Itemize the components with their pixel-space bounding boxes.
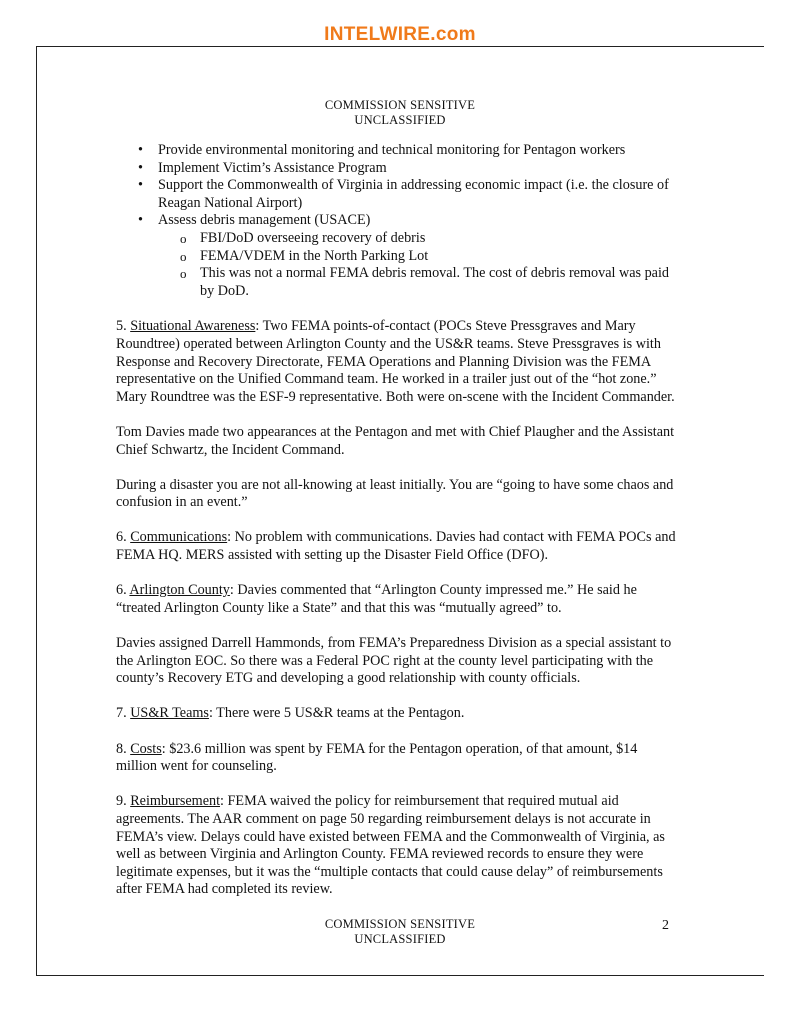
- paragraph: Davies assigned Darrell Hammonds, from FEMA’s Preparedness Division as a special assistant to the Arlington EOC. So there was a Federal POC right at the county level participating with the county’s Recovery ETG and developing a good relationship with county officials.: [116, 635, 672, 687]
- paragraph-costs: 8. Costs: $23.6 million was spent by FEMA for the Pentagon operation, of that amount, $14 million went for counseling.: [116, 740, 638, 775]
- footer-line-1: COMMISSION SENSITIVE: [324, 917, 476, 931]
- list-item: • Implement Victim’s Assistance Program: [116, 160, 676, 178]
- sub-list-item: o This was not a normal FEMA debris removal. The cost of debris removal was paid by DoD.: [158, 265, 676, 300]
- list-item: • Provide environmental monitoring and technical monitoring for Pentagon workers: [116, 142, 676, 160]
- paragraph-situational-awareness: 5. Situational Awareness: Two FEMA points-of-contact (POCs Steve Pressgraves and Mary Roundtree) operated between Arlington County and the US&R teams. Steve Pressgraves is with Response and Recovery Directorate, FEMA Operations and Planning Division was the FEMA representative on the Unified Command team. He worked in a trailer just out of the “hot zone.” Mary Roundtree was the ESF-9 representative. Both were on-scene with the Incident Commander.: [116, 318, 675, 405]
- intelwire-watermark: INTELWIRE.com: [324, 24, 476, 45]
- page-number: 2: [662, 918, 669, 933]
- classification-header: [0, 98, 800, 128]
- document-body: [116, 142, 676, 917]
- bullet-list: [116, 142, 676, 300]
- header-line-2: UNCLASSIFIED: [354, 113, 446, 127]
- section-heading: Costs: [130, 740, 162, 757]
- page-border-bottom: [36, 975, 764, 976]
- paragraph: During a disaster you are not all-knowing at least initially. You are “going to have some chaos and confusion in an event.”: [116, 476, 674, 511]
- page-border-left: [36, 46, 37, 975]
- paragraph-reimbursement: 9. Reimbursement: FEMA waived the policy for reimbursement that required mutual aid agreements. The AAR comment on page 50 regarding reimbursement delays is not accurate in FEMA’s view. Delays could have existed between FEMA and the Commonwealth of Virginia, as well as between Virginia and Arlington County. FEMA reviewed records to ensure they were legitimate expenses, but it was the “multiple contacts that could cause delay” of reimbursements after FEMA had completed its review.: [116, 793, 665, 898]
- paragraph-communications: 6. Communications: No problem with communications. Davies had contact with FEMA POCs and FEMA HQ. MERS assisted with setting up the Disaster Field Office (DFO).: [116, 529, 676, 564]
- header-line-1: COMMISSION SENSITIVE: [324, 98, 476, 112]
- sub-bullet-list: [158, 230, 676, 300]
- sub-list-item: o FBI/DoD overseeing recovery of debris: [158, 230, 676, 248]
- section-heading: US&R Teams: [130, 705, 209, 722]
- list-item: • Support the Commonwealth of Virginia in addressing economic impact (i.e. the closure of Reagan National Airport): [116, 177, 676, 212]
- section-heading: Arlington County: [129, 582, 230, 599]
- section-heading: Situational Awareness: [130, 318, 256, 335]
- classification-footer: [0, 917, 800, 947]
- section-heading: Communications: [130, 529, 228, 546]
- footer-line-2: UNCLASSIFIED: [354, 932, 446, 946]
- page-border-top: [36, 46, 764, 47]
- paragraph-usr-teams: 7. US&R Teams: There were 5 US&R teams at the Pentagon.: [116, 705, 465, 722]
- list-item: [116, 212, 676, 300]
- list-item-text: Assess debris management (USACE): [158, 212, 371, 229]
- paragraph: Tom Davies made two appearances at the Pentagon and met with Chief Plaugher and the Assistant Chief Schwartz, the Incident Command.: [116, 423, 675, 458]
- sub-list-item: o FEMA/VDEM in the North Parking Lot: [158, 248, 676, 266]
- paragraph-arlington-county: 6. Arlington County: Davies commented that “Arlington County impressed me.” He said he “treated Arlington County like a State” and that this was “mutually agreed” to.: [116, 582, 637, 616]
- section-heading: Reimbursement: [130, 793, 221, 810]
